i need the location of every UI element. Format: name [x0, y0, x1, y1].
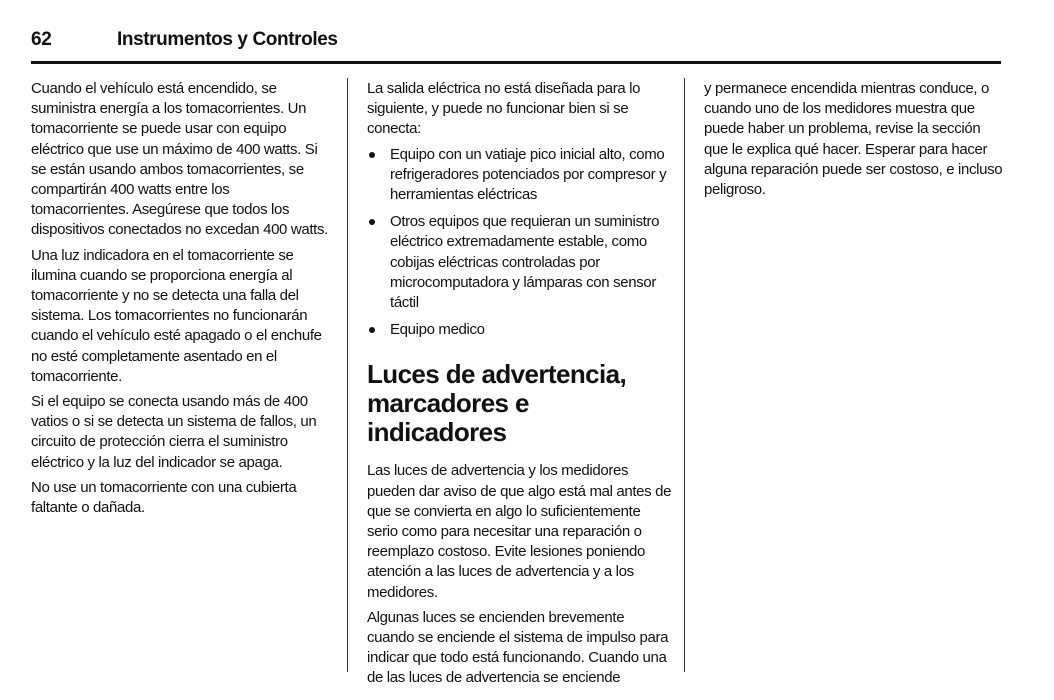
paragraph: Una luz indicadora en el tomacorriente se ilumina cuando se proporciona energía al tomacorriente y no se detecta una falla del sistema. Los tomacorrientes no funcionarán cuando el vehículo esté apagado o el enchufe no esté completamente asentado en el tomacorriente.	[31, 246, 322, 385]
text-column-3	[704, 79, 1004, 205]
paragraph: y permanece encendida mientras conduce, o cuando uno de los medidores muestra que puede haber un problema, revise la sección que le explica qué hacer. Esperar para hacer alguna reparación puede ser costoso, e incluso peligroso.	[704, 80, 1003, 199]
paragraph: No use un tomacorriente con una cubierta faltante o dañada.	[31, 478, 297, 517]
list-item-text: Equipo con un vatiaje pico inicial alto, como refrigeradores potenciados por compresor y herramientas eléctricas	[390, 145, 667, 204]
list-item	[367, 320, 672, 340]
bullet-icon	[369, 152, 375, 158]
paragraph: Las luces de advertencia y los medidores pueden dar aviso de que algo está mal antes de que se convierta en algo lo suficientemente serio como para necesitar una reparación o reemplazo costoso. Evite lesiones poniendo atención a las luces de advertencia y a los medidores.	[367, 462, 672, 601]
list-intro: La salida eléctrica no está diseñada para lo siguiente, y puede no funcionar bien si se conecta:	[367, 80, 641, 138]
page-header	[31, 29, 1000, 63]
section-title: Instrumentos y Controles	[117, 29, 338, 50]
paragraph: Si el equipo se conecta usando más de 400 vatios o si se detecta un sistema de fallos, un circuito de protección cierra el suministro eléctrico y la luz del indicador se apaga.	[31, 393, 317, 471]
list-item-text: Equipo medico	[390, 321, 485, 339]
page-number: 62	[31, 29, 52, 50]
bullet-icon	[369, 219, 375, 225]
list-item	[367, 212, 672, 313]
text-column-1	[31, 79, 331, 523]
bullet-list	[367, 145, 672, 341]
paragraph: Cuando el vehículo está encendido, se suministra energía a los tomacorrientes. Un tomacorriente se puede usar con equipo eléctrico que use un máximo de 400 watts. Si se están usando ambos tomacorrientes, se compartirán 400 watts entre los tomacorrientes. Asegúrese que todos los dispositivos conectados no excedan 400 watts.	[31, 80, 328, 239]
paragraph: Algunas luces se encienden brevemente cuando se enciende el sistema de impulso para indicar que todo está funcionando. Cuando una de las luces de advertencia se enciende	[367, 608, 669, 687]
column-divider-1	[347, 78, 348, 672]
header-rule	[31, 61, 1001, 64]
list-item-text: Otros equipos que requieran un suministro eléctrico extremadamente estable, como cobijas eléctricas controladas por microcomputadora y lámparas con sensor táctil	[390, 213, 660, 312]
bullet-icon	[369, 327, 375, 333]
list-item	[367, 145, 672, 206]
column-divider-2	[684, 78, 685, 672]
subsection-heading: Luces de advertencia, marcadores e indicadores	[367, 359, 627, 448]
text-column-2	[367, 79, 672, 694]
